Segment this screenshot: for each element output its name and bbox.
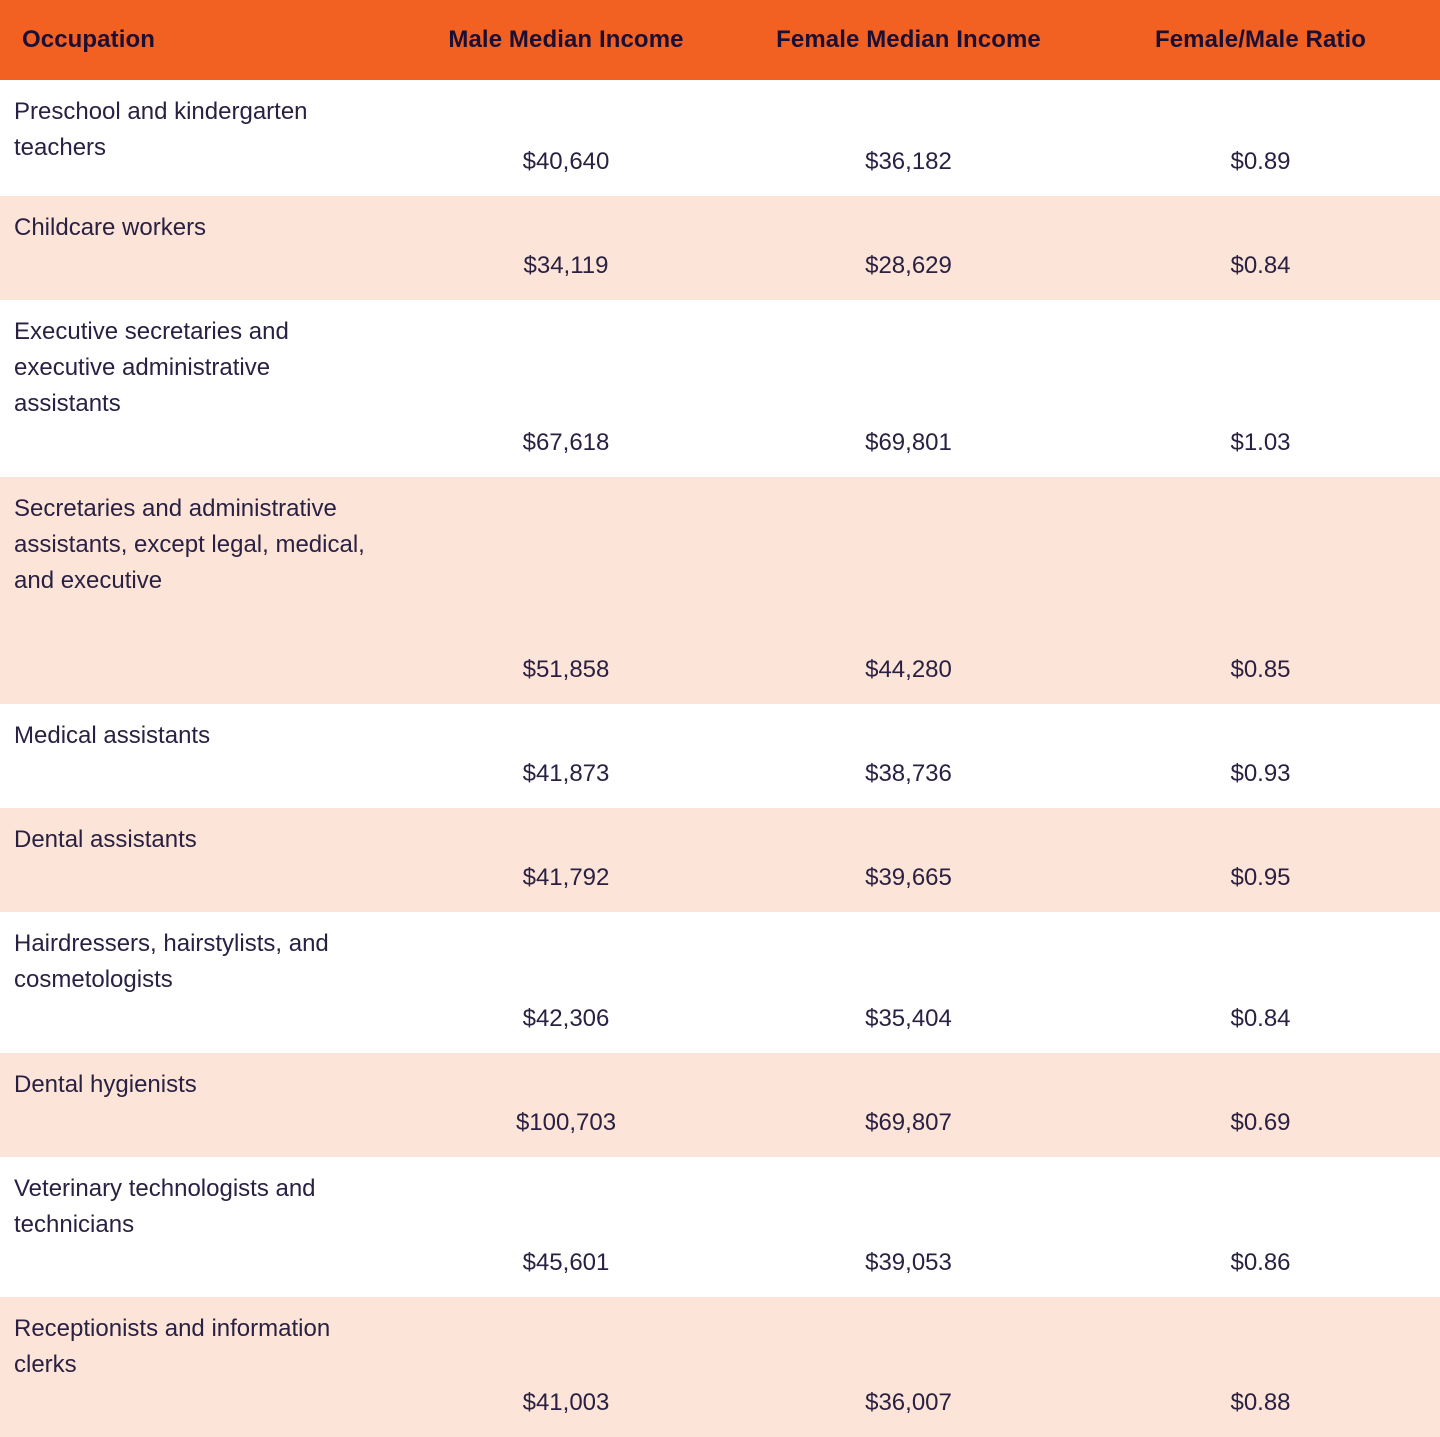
cell-ratio: $0.86 (1230, 1249, 1291, 1276)
table-row (0, 808, 1440, 912)
cell-male-income: $41,003 (396, 1297, 736, 1437)
cell-female-income: $36,182 (865, 148, 952, 175)
table-row (0, 1053, 1440, 1157)
cell-female-income: $38,736 (865, 760, 952, 787)
cell-female-income: $39,053 (865, 1249, 952, 1276)
cell-male-income: $67,618 (522, 429, 610, 456)
column-header-female-median-income: Female Median Income (736, 0, 1081, 80)
cell-female-income: $36,007 (736, 1297, 1081, 1437)
table-row (0, 704, 1440, 808)
cell-male-income: $40,640 (522, 148, 610, 175)
cell-occupation: Veterinary technologists and technicians (14, 1175, 316, 1238)
cell-male-income: $51,858 (396, 477, 736, 704)
table-row (0, 196, 1440, 300)
cell-male-income: $34,119 (396, 196, 736, 300)
cell-occupation: Secretaries and administrative assistants, except legal, medical, and executive (0, 477, 396, 704)
cell-female-income: $44,280 (736, 477, 1081, 704)
cell-female-income: $69,807 (736, 1053, 1081, 1157)
cell-occupation: Medical assistants (14, 722, 211, 749)
table-row (0, 1297, 1440, 1437)
cell-occupation: Preschool and kindergarten teachers (14, 98, 308, 161)
cell-male-income: $100,703 (396, 1053, 736, 1157)
cell-male-income: $41,873 (522, 760, 610, 787)
table-header (0, 0, 1440, 80)
column-header-female-male-ratio: Female/Male Ratio (1081, 0, 1440, 80)
cell-occupation: Childcare workers (0, 196, 396, 300)
column-header-occupation: Occupation (0, 0, 396, 80)
cell-ratio: $0.84 (1081, 196, 1440, 300)
cell-male-income: $41,792 (396, 808, 736, 912)
cell-male-income: $42,306 (522, 1005, 610, 1032)
cell-ratio: $0.69 (1081, 1053, 1440, 1157)
table-row (0, 1157, 1440, 1297)
cell-ratio: $0.93 (1230, 760, 1291, 787)
cell-occupation: Executive secretaries and executive administrative assistants (14, 318, 289, 417)
cell-female-income: $28,629 (736, 196, 1081, 300)
table-row (0, 477, 1440, 704)
cell-ratio: $1.03 (1230, 429, 1291, 456)
table-row (0, 80, 1440, 196)
cell-female-income: $35,404 (865, 1005, 952, 1032)
cell-ratio: $0.95 (1081, 808, 1440, 912)
cell-ratio: $0.84 (1230, 1005, 1291, 1032)
cell-female-income: $39,665 (736, 808, 1081, 912)
table-body (0, 80, 1440, 1437)
table-row (0, 912, 1440, 1053)
cell-occupation: Dental hygienists (0, 1053, 396, 1157)
cell-ratio: $0.88 (1081, 1297, 1440, 1437)
cell-ratio: $0.89 (1230, 148, 1291, 175)
cell-male-income: $45,601 (522, 1249, 610, 1276)
column-header-male-median-income: Male Median Income (396, 0, 736, 80)
cell-female-income: $69,801 (865, 429, 952, 456)
cell-occupation: Dental assistants (0, 808, 396, 912)
cell-occupation: Receptionists and information clerks (0, 1297, 396, 1437)
cell-ratio: $0.85 (1081, 477, 1440, 704)
table-header-row (0, 0, 1440, 80)
cell-occupation: Hairdressers, hairstylists, and cosmetologists (14, 930, 329, 993)
table-row (0, 300, 1440, 477)
